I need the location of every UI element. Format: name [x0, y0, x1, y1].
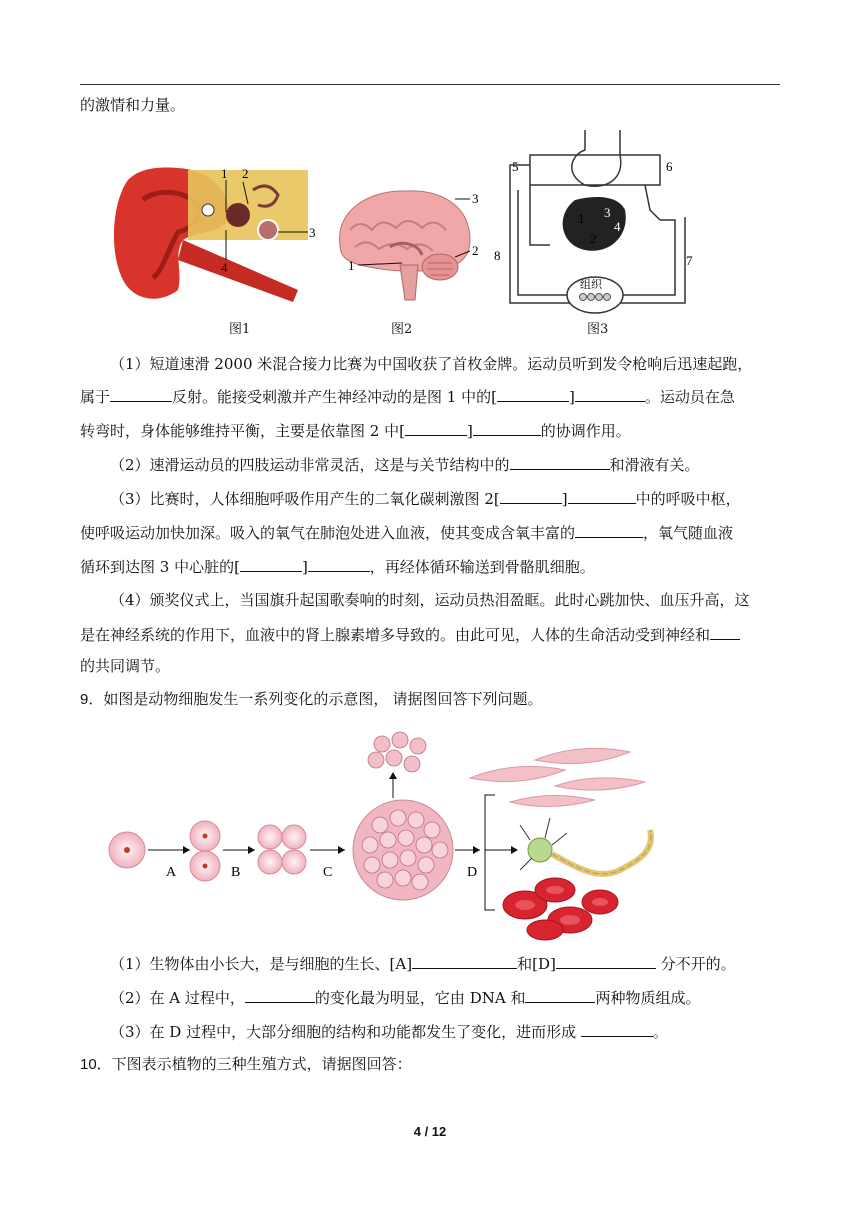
fig3-caption: 图3	[587, 322, 609, 337]
arrow-label-b: B	[231, 865, 241, 880]
q8-p3b: 使呼吸运动加快加深。吸入的氧气在肺泡处进入血液，使其变成含氧丰富的 ，氧气随血液	[80, 521, 780, 544]
ear-diagram	[108, 160, 323, 310]
q8-p4b: 是在神经系统的作用下，血液中的肾上腺素增多导致的。由此可见，人体的生命活动受到神经和	[80, 623, 780, 646]
arrow-label-d: D	[467, 865, 478, 880]
q9-p1: （1）生物体由小长大，是与细胞的生长、[A] 和[D] 分不开的。	[80, 952, 780, 975]
ear-label-3: 3	[309, 225, 316, 240]
fig2-caption: 图2	[391, 322, 413, 337]
brain-diagram	[330, 185, 490, 310]
ear-label-1: 1	[221, 166, 228, 181]
ear-label-2: 2	[242, 166, 249, 181]
q8-p4a: （4）颁奖仪式上，当国旗升起国歌奏响的时刻，运动员热泪盈眶。此时心跳加快、血压升高，这	[110, 591, 750, 609]
q8-p3c: 循环到达图 3 中心脏的[ ] ，再经体循环输送到骨骼肌细胞。	[80, 555, 780, 578]
ear-label-4: 4	[221, 260, 228, 275]
q8-p1b: 属于 反射。能接受刺激并产生神经冲动的是图 1 中的[ ] 。运动员在急	[80, 385, 780, 408]
arrow-label-a: A	[166, 865, 177, 880]
fig1-caption: 图1	[229, 322, 251, 337]
heart-label-3: 3	[604, 205, 611, 220]
arrow-label-c: C	[323, 865, 333, 880]
q9-title: 9．如图是动物细胞发生一系列变化的示意图， 请据图回答下列问题。	[80, 691, 543, 708]
heart-label-1: 1	[578, 211, 585, 226]
vessel-label-7: 7	[686, 253, 693, 268]
page-number: 4 / 12	[413, 1124, 447, 1139]
q8-p3a: （3）比赛时，人体细胞呼吸作用产生的二氧化碳刺激图 2[ ] 中的呼吸中枢，	[80, 487, 780, 510]
vessel-label-5: 5	[512, 159, 519, 174]
heart-label-2: 2	[590, 231, 597, 246]
cell-division-diagram	[100, 730, 660, 945]
tissue-label: 组织	[580, 279, 602, 291]
intro-text: 的激情和力量。	[80, 96, 186, 114]
q9-p3: （3）在 D 过程中，大部分细胞的结构和功能都发生了变化，进而形成 。	[80, 1020, 780, 1043]
top-rule	[80, 84, 780, 85]
brain-label-3: 3	[472, 191, 479, 206]
vessel-label-6: 6	[666, 159, 673, 174]
vessel-label-8: 8	[494, 248, 501, 263]
q8-p2: （2）速滑运动员的四肢运动非常灵活，这是与关节结构中的 和滑液有关。	[80, 453, 780, 476]
brain-label-2: 2	[472, 243, 479, 258]
q8-p4c: 的共同调节。	[80, 657, 171, 675]
circulation-diagram	[490, 125, 700, 315]
q8-p1a: （1）短道速滑 2000 米混合接力比赛为中国收获了首枚金牌。运动员听到发令枪响后迅速起跑，	[110, 355, 753, 373]
q8-p1c: 转弯时，身体能够维持平衡，主要是依靠图 2 中[ ] 的协调作用。	[80, 419, 780, 442]
q10-title: 10．下图表示植物的三种生殖方式，请据图回答：	[80, 1056, 412, 1073]
q9-p2: （2）在 A 过程中， 的变化最为明显，它由 DNA 和 两种物质组成。	[80, 986, 780, 1009]
heart-label-4: 4	[614, 219, 621, 234]
brain-label-1: 1	[348, 258, 355, 273]
